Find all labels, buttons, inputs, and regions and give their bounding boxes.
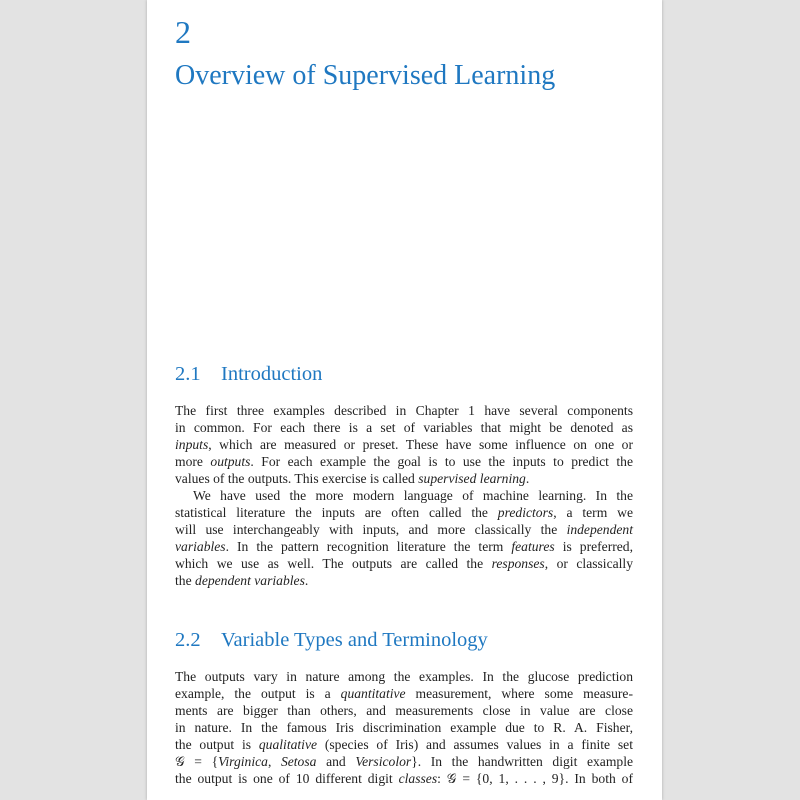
text-run: the output is xyxy=(175,737,259,752)
emphasized-text: features xyxy=(511,539,555,554)
text-line xyxy=(175,719,633,736)
text-line xyxy=(175,668,633,685)
text-run: measurement, where some measure- xyxy=(405,686,633,701)
text-run: example, the output is a xyxy=(175,686,341,701)
text-run: values of the outputs. This exercise is called xyxy=(175,471,419,486)
emphasized-text: classes xyxy=(398,771,438,786)
section-body-introduction xyxy=(175,402,633,589)
text-line xyxy=(175,736,633,753)
text-line xyxy=(175,521,633,538)
text-run: and xyxy=(316,754,356,769)
emphasized-text: Versicolor xyxy=(355,754,412,769)
text-run: . In the pattern recognition literature the term xyxy=(225,539,512,554)
text-line xyxy=(175,538,633,555)
text-run: We have used the more modern language of machine learning. In the xyxy=(193,488,633,503)
text-run: , which are measured or preset. These have some influence on one or xyxy=(208,437,633,452)
document-page xyxy=(147,0,662,800)
text-run: will use interchangeably with inputs, and more classically the xyxy=(175,522,567,537)
emphasized-text: Virginica xyxy=(218,754,268,769)
text-run: is preferred, xyxy=(554,539,633,554)
text-line xyxy=(175,419,633,436)
text-line xyxy=(175,685,633,702)
text-run: . xyxy=(304,573,309,588)
section-number: 2.1 xyxy=(175,363,201,385)
text-line xyxy=(175,436,633,453)
text-line xyxy=(175,402,633,419)
text-run: }. In the handwritten digit example xyxy=(411,754,634,769)
text-run: statistical literature the inputs are often called the xyxy=(175,505,498,520)
text-line xyxy=(175,470,633,487)
text-run: the xyxy=(175,573,196,588)
chapter-title: Overview of Supervised Learning xyxy=(175,60,556,91)
section-number: 2.2 xyxy=(175,629,201,651)
text-run: : 𝒢 = {0, 1, . . . , 9}. In both of xyxy=(437,771,634,786)
emphasized-text: supervised learning xyxy=(418,471,526,486)
text-line xyxy=(175,753,633,770)
chapter-number: 2 xyxy=(175,14,191,50)
text-line xyxy=(175,572,633,589)
emphasized-text: variables xyxy=(175,539,226,554)
text-run: the output is one of 10 different digit xyxy=(175,771,399,786)
text-line xyxy=(175,453,633,470)
text-line xyxy=(175,555,633,572)
text-run: 𝒢 = { xyxy=(175,754,219,769)
text-run: , a term we xyxy=(553,505,633,520)
text-line xyxy=(175,702,633,719)
text-line xyxy=(175,504,633,521)
text-run: which we use as well. The outputs are called the xyxy=(175,556,492,571)
text-run: . xyxy=(525,471,530,486)
section-title: Variable Types and Terminology xyxy=(221,629,488,651)
text-line xyxy=(175,487,633,504)
section-body-variable-types xyxy=(175,668,633,787)
emphasized-text: quantitative xyxy=(340,686,406,701)
text-run: . For each example the goal is to use the inputs to predict the xyxy=(250,454,633,469)
text-line xyxy=(175,770,633,787)
emphasized-text: outputs xyxy=(210,454,251,469)
emphasized-text: Setosa xyxy=(280,754,317,769)
emphasized-text: independent xyxy=(566,522,633,537)
text-run: in nature. In the famous Iris discrimination example due to R. A. Fisher, xyxy=(175,720,633,735)
section-title: Introduction xyxy=(221,363,323,385)
emphasized-text: inputs xyxy=(175,437,209,452)
emphasized-text: qualitative xyxy=(258,737,318,752)
text-run: The first three examples described in Chapter 1 have several components xyxy=(175,403,633,418)
section-heading-introduction xyxy=(175,363,322,386)
text-run: The outputs vary in nature among the examples. In the glucose prediction xyxy=(175,669,633,684)
text-run: (species of Iris) and assumes values in a finite set xyxy=(317,737,633,752)
section-heading-variable-types xyxy=(175,629,488,652)
text-run: , xyxy=(267,754,281,769)
text-run: ments are bigger than others, and measurements close in value are close xyxy=(175,703,633,718)
text-run: more xyxy=(175,454,211,469)
text-run: in common. For each there is a set of variables that might be denoted as xyxy=(175,420,633,435)
emphasized-text: predictors xyxy=(497,505,554,520)
emphasized-text: responses xyxy=(491,556,545,571)
emphasized-text: dependent variables xyxy=(195,573,305,588)
text-run: , or classically xyxy=(544,556,633,571)
